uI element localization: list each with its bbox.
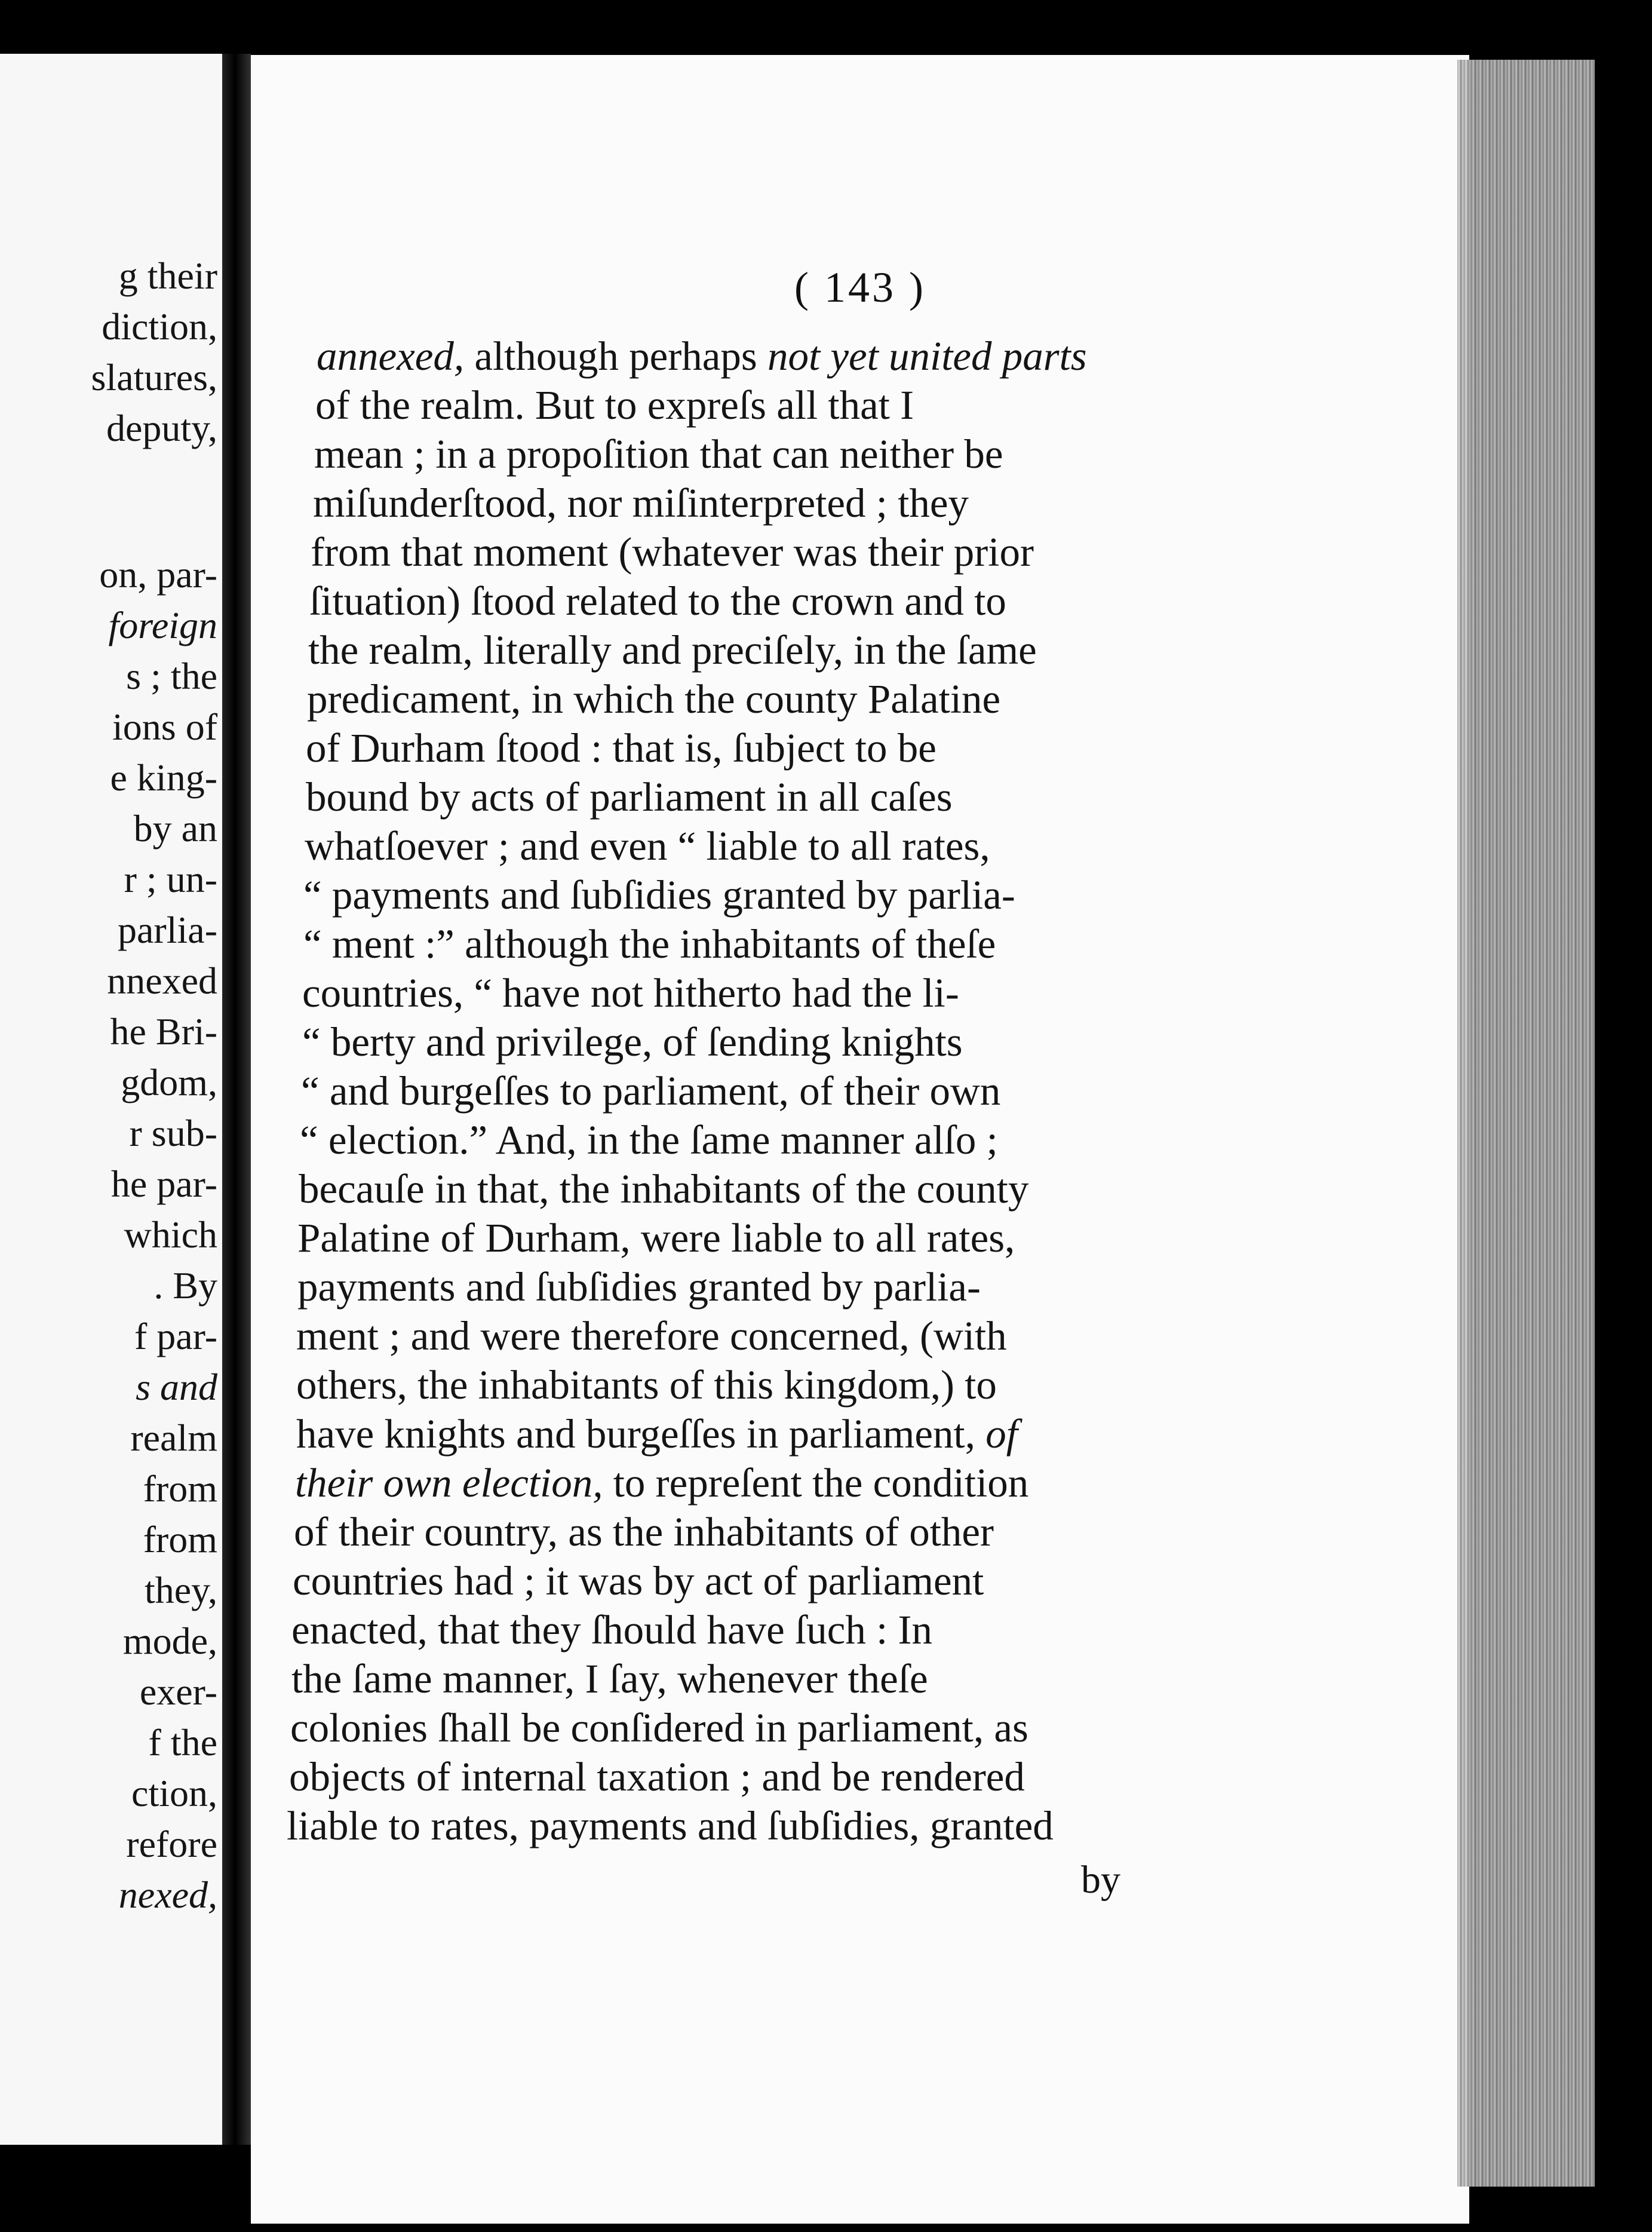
- left-page-line: he Bri-: [110, 1010, 217, 1053]
- left-page-line: f the: [148, 1721, 217, 1764]
- right-page: [251, 55, 1469, 2224]
- left-page-line: . By: [153, 1264, 217, 1307]
- line-text: although perhaps: [464, 333, 767, 379]
- page-number: ( 143 ): [794, 263, 926, 311]
- text-line: [295, 1460, 1029, 1506]
- left-page-line: parlia-: [118, 909, 217, 951]
- text-line: [297, 1264, 981, 1310]
- line-text: enacted, that they ſhould have ſuch : In: [291, 1607, 932, 1652]
- text-line: [302, 1019, 963, 1065]
- text-line: [290, 1707, 1028, 1749]
- line-text: the realm, literally and preciſely, in the ſame: [308, 627, 1037, 673]
- text-line: [306, 774, 953, 820]
- left-page-line: he par-: [110, 1163, 217, 1205]
- text-line: [303, 921, 996, 967]
- text-line: [293, 1560, 984, 1602]
- line-text: countries, “ have not hitherto had the li-: [302, 970, 959, 1016]
- line-text: miſunderſtood, nor miſinterpreted ; they: [313, 480, 969, 526]
- book-gutter: [222, 54, 251, 2145]
- line-text: others, the inhabitants of this kingdom,) to: [296, 1362, 997, 1408]
- line-text: of their country, as the inhabitants of other: [294, 1509, 994, 1555]
- line-text: mean ; in a propoſition that can neither be: [314, 431, 1003, 477]
- left-page-line: deputy,: [106, 407, 217, 449]
- line-text: Palatine of Durham, were liable to all rates,: [297, 1215, 1015, 1261]
- left-page-line: s ; the: [126, 655, 217, 697]
- text-line: [317, 333, 1087, 379]
- text-line: [294, 1511, 994, 1553]
- left-page-line: they,: [144, 1569, 217, 1611]
- left-page-line: ction,: [131, 1772, 217, 1814]
- line-text: have knights and burgeſſes in parliament,: [296, 1411, 986, 1457]
- line-text: predicament, in which the county Palatine: [307, 676, 1001, 722]
- line-text: countries had ; it was by act of parliament: [293, 1558, 984, 1604]
- line-text: liable to rates, payments and ſubſidies, granted: [287, 1803, 1054, 1848]
- text-line: [287, 1805, 1054, 1847]
- left-page-line: refore: [126, 1823, 217, 1865]
- text-line: [315, 382, 914, 428]
- left-page-line: ions of: [112, 706, 217, 748]
- left-page-line: exer-: [139, 1670, 217, 1713]
- left-page-line: g their: [118, 255, 217, 297]
- line-text: “ berty and privilege, of ſending knights: [302, 1019, 963, 1065]
- line-text: becauſe in that, the inhabitants of the county: [299, 1166, 1029, 1212]
- line-text: ment ; and were therefore concerned, (with: [296, 1313, 1007, 1359]
- left-page-line: nnexed: [107, 959, 217, 1002]
- text-line: [297, 1215, 1015, 1261]
- page-edge-texture: [1457, 60, 1595, 2187]
- left-page-line: from: [143, 1518, 217, 1560]
- text-line: [291, 1658, 928, 1700]
- left-page-fragment: [0, 54, 222, 2145]
- line-text: the ſame manner, I ſay, whenever theſe: [291, 1656, 928, 1701]
- left-page-line: foreign: [108, 604, 217, 646]
- left-page-line: on, par-: [99, 553, 217, 596]
- line-text: of the realm. But to expreſs all that I: [315, 382, 914, 428]
- text-line: [296, 1313, 1007, 1359]
- left-page-line: e king-: [110, 756, 217, 799]
- left-page-line: which: [124, 1213, 217, 1256]
- text-line: [299, 1166, 1029, 1212]
- line-text: of Durham ſtood : that is, ſubject to be: [306, 725, 936, 771]
- left-page-line: nexed,: [118, 1874, 217, 1916]
- line-text: colonies ſhall be conſidered in parliament, as: [290, 1705, 1028, 1750]
- line-text: “ and burgeſſes to parliament, of their own: [301, 1068, 1001, 1114]
- left-page-line: gdom,: [121, 1061, 217, 1103]
- text-line: [314, 431, 1003, 477]
- text-line: [289, 1756, 1025, 1798]
- text-line: [305, 823, 990, 869]
- italic-text: their own election,: [295, 1460, 603, 1506]
- text-line: [300, 1117, 998, 1163]
- text-line: [313, 480, 969, 526]
- left-page-line: r sub-: [129, 1112, 217, 1154]
- left-page-line: by an: [133, 807, 217, 850]
- left-page-line: r ; un-: [124, 858, 217, 900]
- catchword: by: [1081, 1858, 1120, 1902]
- line-text: from that moment (whatever was their prior: [311, 529, 1034, 575]
- text-line: [307, 676, 1001, 722]
- text-line: [302, 970, 959, 1016]
- text-line: [309, 578, 1006, 624]
- text-line: [303, 872, 1015, 918]
- left-page-line: slatures,: [91, 356, 217, 398]
- line-text: bound by acts of parliament in all caſes: [306, 774, 953, 820]
- left-page-line: diction,: [102, 305, 217, 348]
- left-page-line: realm: [130, 1417, 217, 1459]
- left-page-line: from: [143, 1467, 217, 1510]
- italic-text: not yet united parts: [767, 333, 1087, 379]
- text-line: [308, 627, 1037, 673]
- line-text: ſituation) ſtood related to the crown and to: [309, 578, 1006, 624]
- line-text: “ ment :” although the inhabitants of theſe: [303, 921, 996, 967]
- text-line: [296, 1362, 997, 1408]
- text-line: [311, 529, 1034, 575]
- line-text: whatſoever ; and even “ liable to all rates,: [305, 823, 990, 869]
- italic-text: of: [985, 1411, 1018, 1457]
- italic-text: annexed,: [317, 333, 465, 379]
- left-page-line: s and: [136, 1366, 217, 1408]
- text-line: [301, 1068, 1001, 1114]
- line-text: to repreſent the condition: [603, 1460, 1029, 1506]
- line-text: “ election.” And, in the ſame manner alſo ;: [300, 1117, 998, 1163]
- line-text: objects of internal taxation ; and be rendered: [289, 1754, 1025, 1799]
- left-page-line: mode,: [122, 1620, 217, 1662]
- line-text: “ payments and ſubſidies granted by parlia-: [303, 872, 1015, 918]
- text-line: [291, 1609, 932, 1651]
- text-line: [306, 725, 936, 771]
- line-text: payments and ſubſidies granted by parlia-: [297, 1264, 981, 1310]
- text-line: [296, 1411, 1018, 1457]
- left-page-line: f par-: [134, 1315, 217, 1357]
